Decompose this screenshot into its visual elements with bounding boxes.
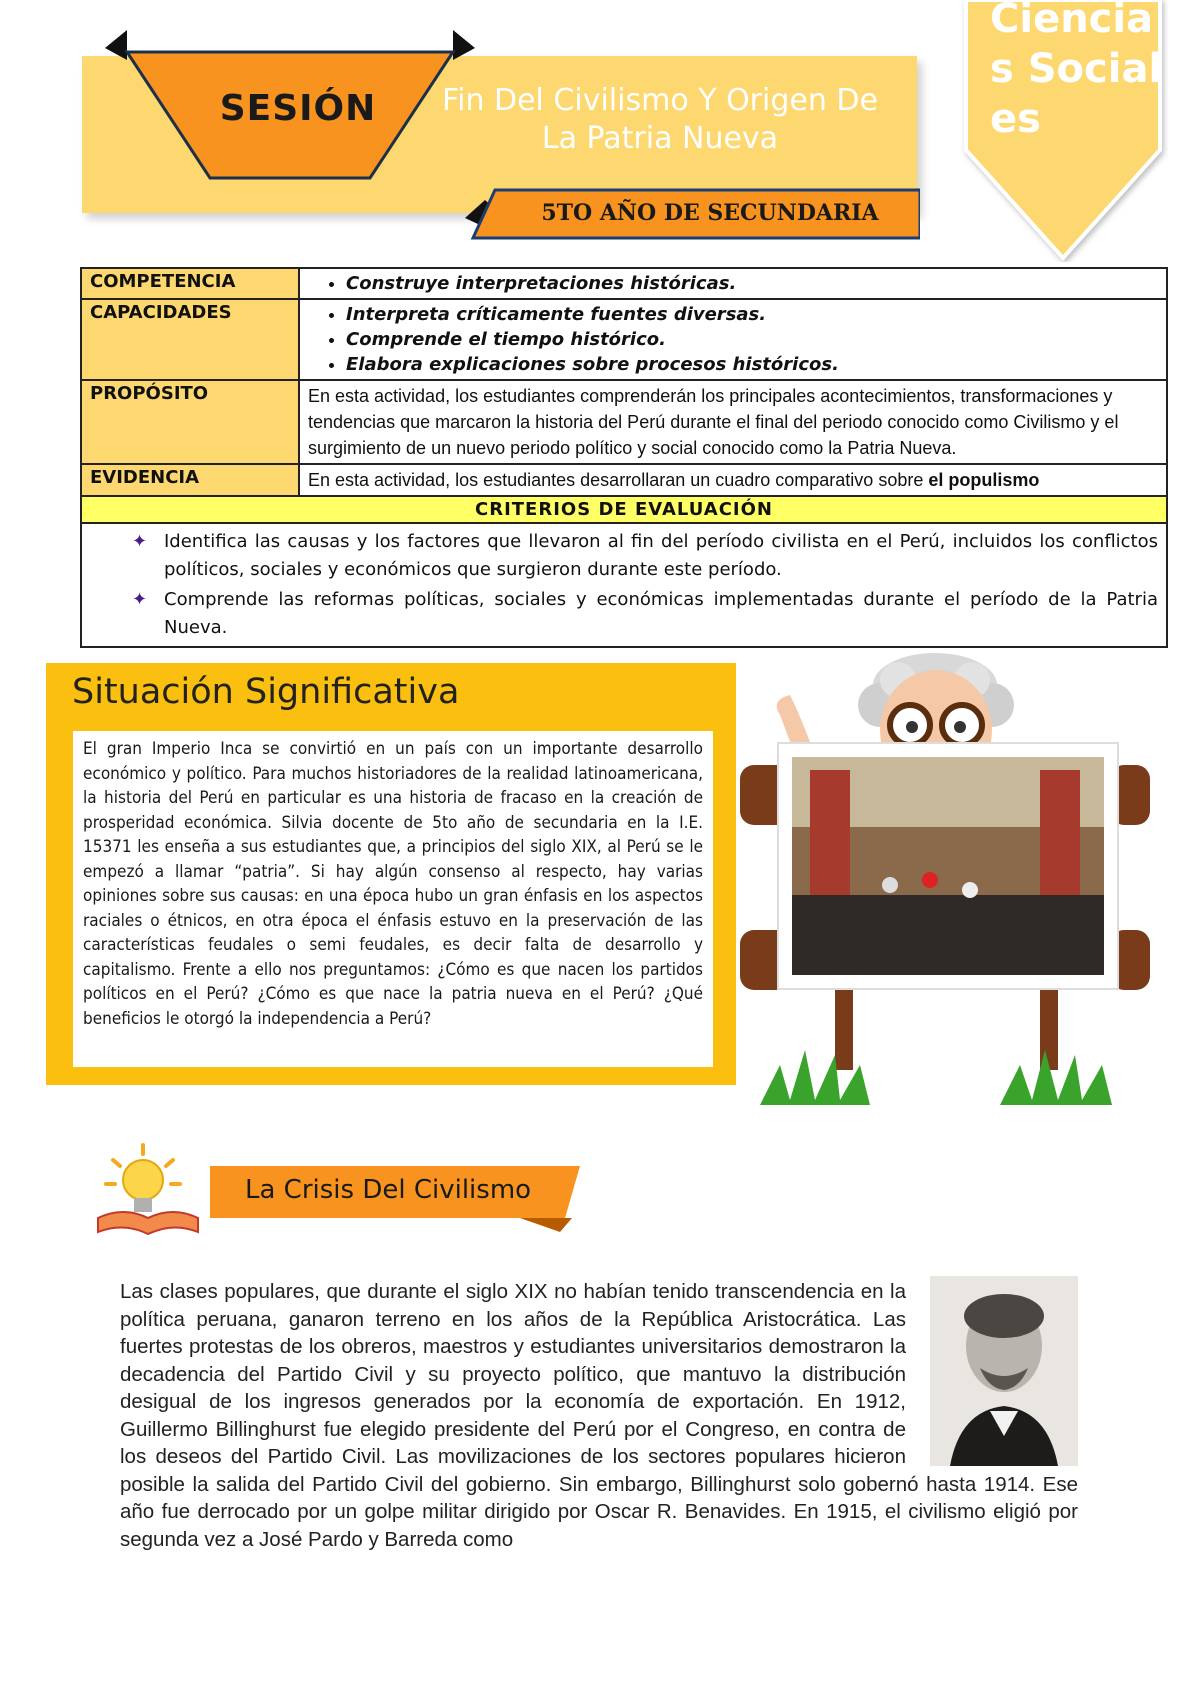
criterios-label: CRITERIOS DE EVALUACIÓN (81, 496, 1167, 523)
criterio-text: Identifica las causas y los factores que llevaron al fin del período civilista en el Perú, incluidos los conflictos políticos, sociales y económicos que surgieron durante este período. (164, 531, 1158, 580)
info-table (80, 267, 1168, 648)
arrow-bullet-icon: ✦ (132, 589, 148, 610)
evidencia-text: En esta actividad, los estudiantes desarrollaran un cuadro comparativo sobre (308, 470, 929, 490)
competencia-label: COMPETENCIA (81, 268, 299, 299)
criterios-row (81, 523, 1167, 647)
grass-icon (760, 1050, 1112, 1105)
criterio-item (132, 586, 1158, 642)
crisis-text: Las clases populares, que durante el siglo XIX no habían tenido transcendencia en la política peruana, ganaron terreno en los años de la República Aristocrática. Las fuertes protestas de los obreros, maestros y estudiantes universitarios demostraron la decadencia del Partido Civil y su proyecto político, que mantuvo la distribución desigual de los ingresos generados por la economía de exportación. En 1912, Guillermo Billinghurst fue elegido presidente del Perú por el Congreso, en contra de los deseos del Partido Civil. Las movilizaciones de los sectores populares hicieron posible la salida del Partido Civil del gobierno. Sin embargo, Billinghurst solo gobernó hasta 1914. Ese año fue derrocado por un golpe militar dirigido por Oscar R. Benavides. En 1915, el civilismo eligió por segunda vez a José Pardo y Barreda como (120, 1280, 1078, 1551)
session-trapezoid (105, 30, 475, 230)
competencia-item: • Construye interpretaciones históricas. (346, 271, 1158, 296)
proposito-label: PROPÓSITO (81, 380, 299, 464)
situacion-title: Situación Significativa (72, 672, 460, 712)
billinghurst-portrait-icon (930, 1276, 1078, 1466)
evidencia-label: EVIDENCIA (81, 464, 299, 496)
grade-label: 5TO AÑO DE SECUNDARIA (541, 200, 879, 226)
subject-label: Ciencias Sociales (990, 0, 1163, 142)
session-label: SESIÓN (219, 88, 377, 129)
proposito-row (81, 380, 1167, 464)
capacidades-list (308, 302, 1158, 377)
arrow-bullet-icon: ✦ (132, 531, 148, 552)
criterios-head-row (81, 496, 1167, 523)
capacidad-item: • Interpreta críticamente fuentes diversas. (346, 302, 1158, 327)
capacidad-item: • Elabora explicaciones sobre procesos históricos. (346, 352, 1158, 377)
session-title: Fin Del Civilismo Y Origen De La Patria Nueva (442, 83, 878, 156)
situacion-text: El gran Imperio Inca se convirtió en un país con un importante desarrollo económico y político. Para muchos historiadores de la realidad latinoamericana, la historia del Perú en particular es una historia de fracaso en la creación de prosperidad económica. Silvia docente de 5to año de secundaria en la I.E. 15371 les enseña a sus estudiantes que, a principios del siglo XIX, al Perú se le empezó a llamar “patria”. Si hay algún consenso al respecto, hay varias opiniones sobre sus causas: en una época hubo un gran énfasis en los aspectos raciales o étnicos, en otra época el énfasis estuvo en la preservación de las características feudales o semi feudales, es decir falta de desarrollo y capitalismo. Frente a ello nos preguntamos: ¿Cómo es que nacen los partidos políticos en el Perú? ¿Cómo es que nace la patria nueva en el Perú? ¿Qué beneficios le otorgó la independencia a Perú? (73, 731, 713, 1067)
historical-painting-icon (792, 757, 1104, 975)
criterio-item (132, 528, 1158, 584)
competencia-list (308, 271, 1158, 296)
criterio-text: Comprende las reformas políticas, sociales y económicas implementadas durante el período de la Patria Nueva. (164, 589, 1158, 638)
evidencia-row (81, 464, 1167, 496)
capacidad-item: • Comprende el tiempo histórico. (346, 327, 1158, 352)
capacidades-label: CAPACIDADES (81, 299, 299, 380)
crisis-title: La Crisis Del Civilismo (245, 1175, 532, 1205)
proposito-text: En esta actividad, los estudiantes comprenderán los principales acontecimientos, transformaciones y tendencias que marcaron la historia del Perú durante el final del periodo conocido como Civilismo y el surgimiento de un nuevo periodo político y social conocido como la Patria Nueva. (299, 380, 1167, 464)
competencia-row (81, 268, 1167, 299)
capacidades-row (81, 299, 1167, 380)
evidencia-bold: el populismo (928, 470, 1040, 490)
teacher-illustration (740, 645, 1150, 1135)
